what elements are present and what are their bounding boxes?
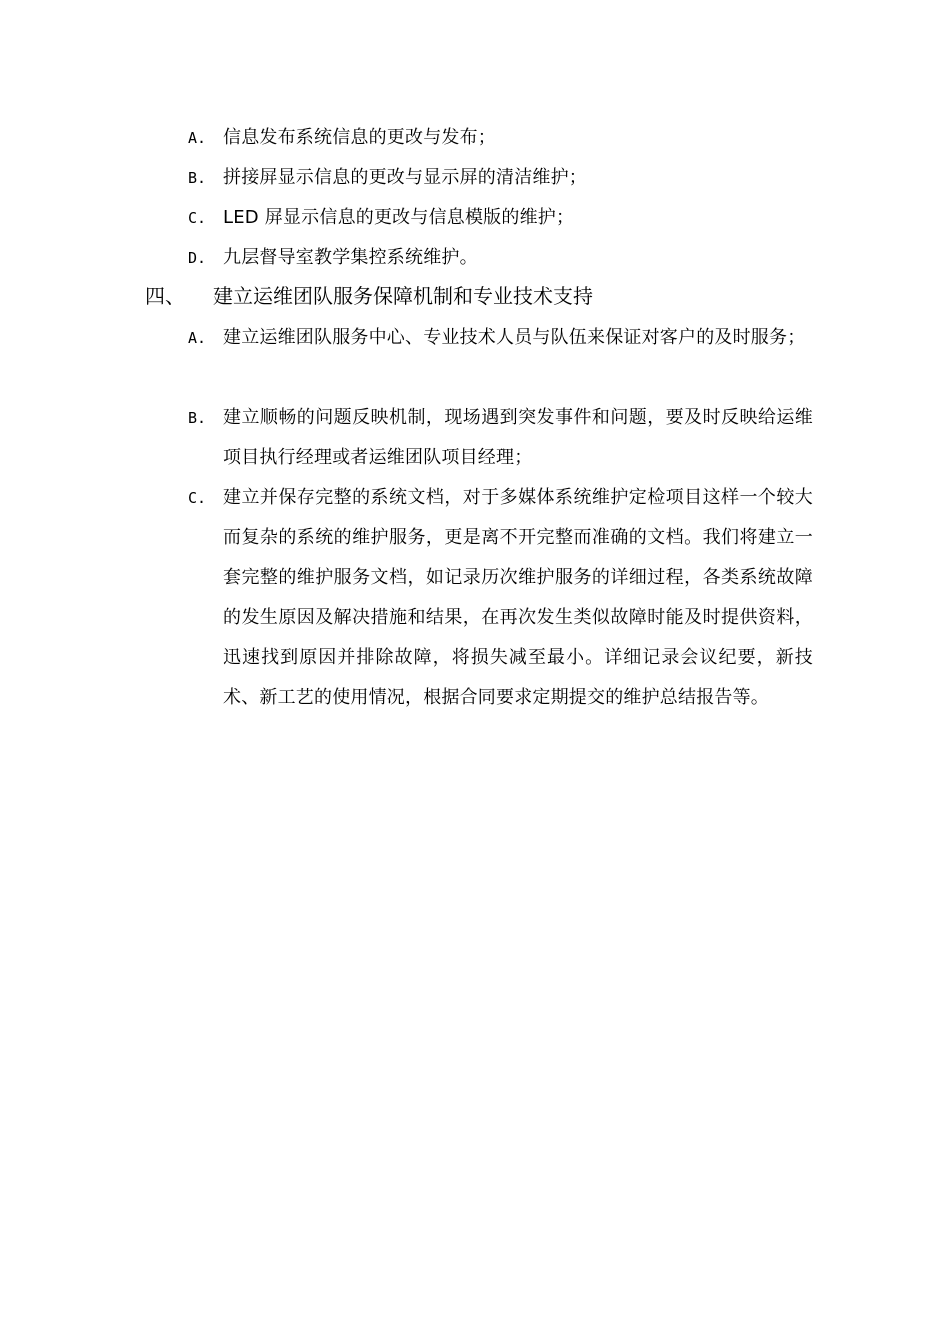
list-marker: B. <box>188 409 207 427</box>
list-item-text: 建立运维团队服务中心、专业技术人员与队伍来保证对客户的及时服务； <box>223 327 806 348</box>
section-title: 建立运维团队服务保障机制和专业技术支持 <box>213 284 593 308</box>
section-number: 四、 <box>145 284 185 308</box>
list-marker: A. <box>188 129 207 147</box>
list-item-text: LED 屏显示信息的更改与信息模版的维护； <box>223 207 575 228</box>
list-marker: D. <box>188 249 207 267</box>
list-marker: A. <box>188 329 207 347</box>
list-item-text: 信息发布系统信息的更改与发布； <box>223 127 496 148</box>
list-item-text: 拼接屏显示信息的更改与显示屏的清洁维护； <box>223 167 587 188</box>
list-marker: C. <box>188 209 207 227</box>
list-item-text: 建立并保存完整的系统文档，对于多媒体系统维护定检项目这样一个较大而复杂的系统的维护服务，更是离不开完整而准确的文档。我们将建立一套完整的维护服务文档，如记录历次维护服务的详细过程，各类系统故障的发生原因及解决措施和结果，在再次发生类似故障时能及时提供资料，迅速找到原因并排除故障，将损失减至最小。详细记录会议纪要，新技术、新工艺的使用情况，根据合同要求定期提交的维护总结报告等。 <box>223 487 813 708</box>
list-marker: B. <box>188 169 207 187</box>
list-item-text: 建立顺畅的问题反映机制，现场遇到突发事件和问题，要及时反映给运维项目执行经理或者运维团队项目经理； <box>223 407 813 468</box>
list-marker: C. <box>188 489 207 507</box>
list-item-text: 九层督导室教学集控系统维护。 <box>223 247 478 268</box>
